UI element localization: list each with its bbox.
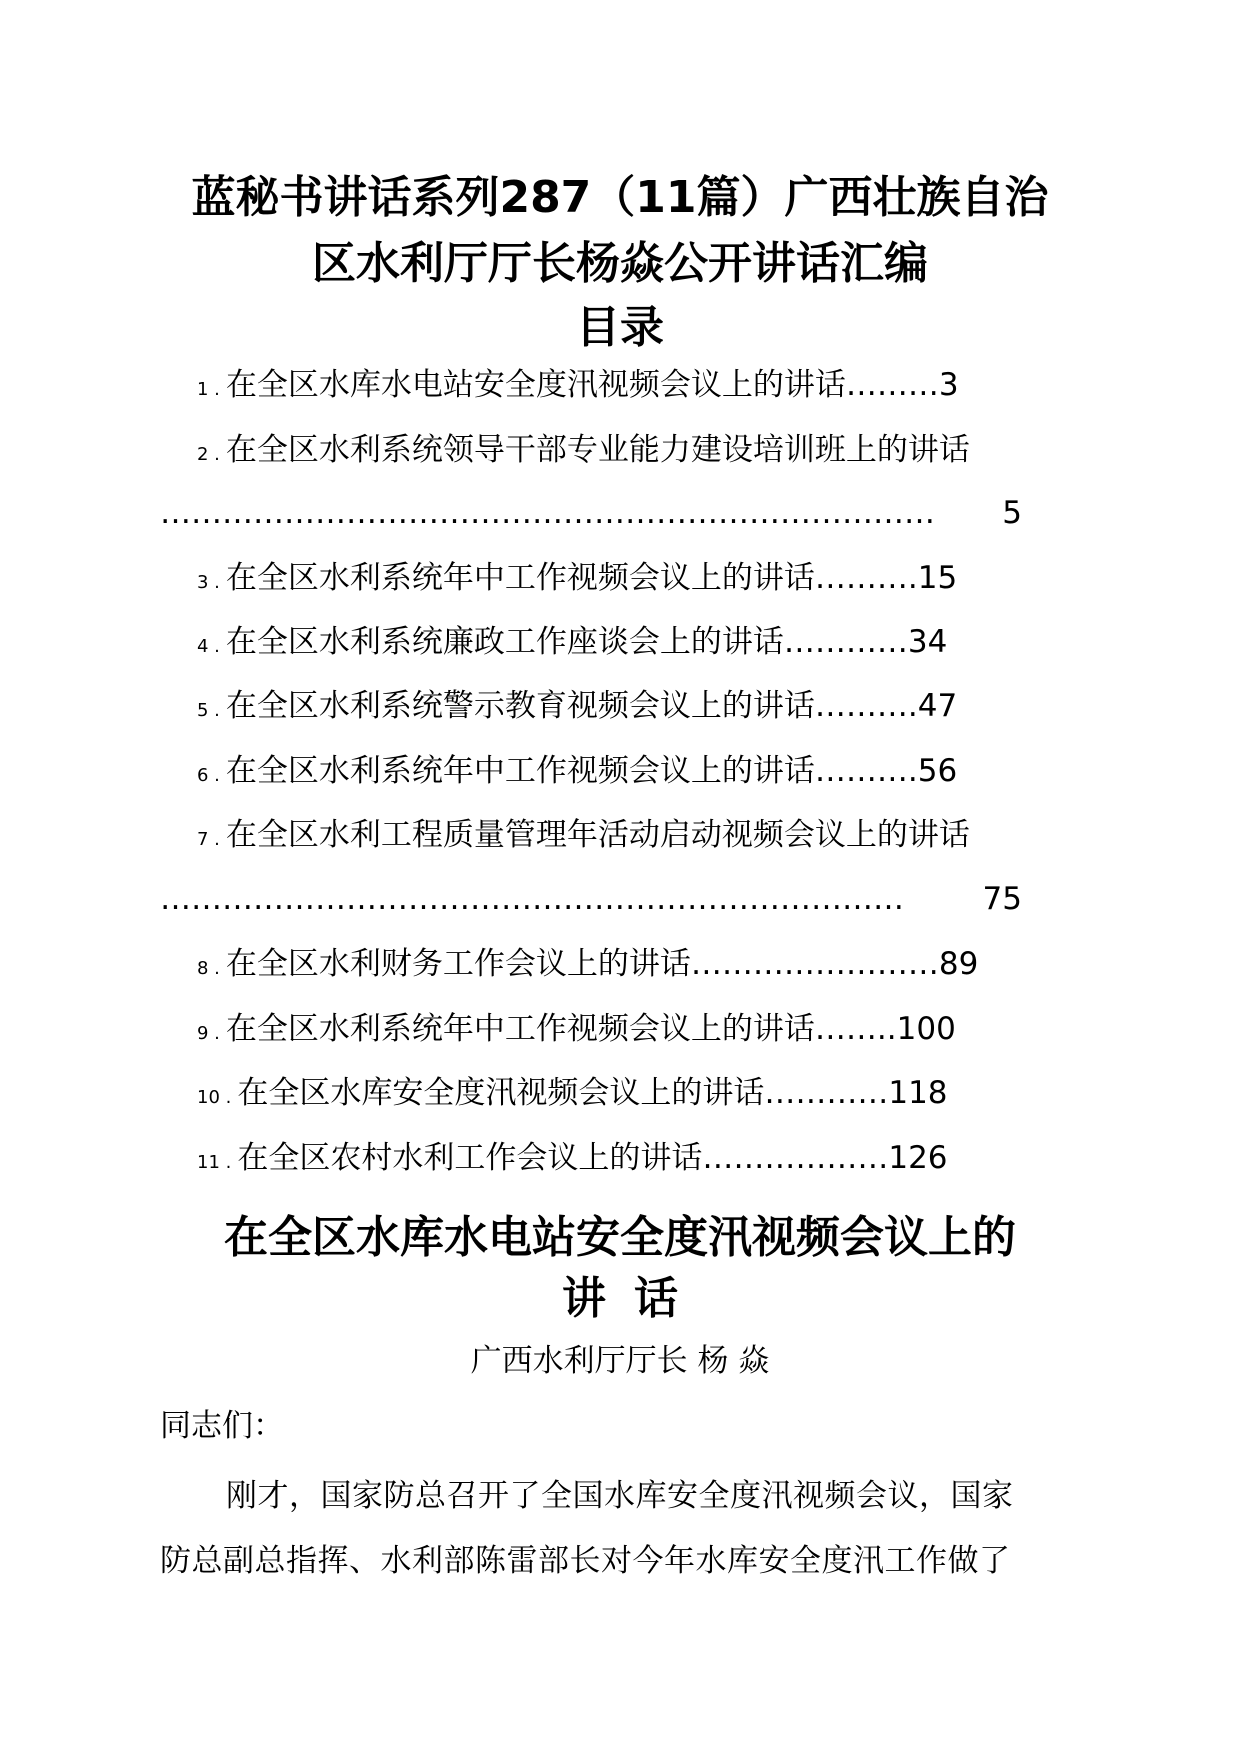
- toc-entry-number: 9 .: [197, 1023, 220, 1044]
- toc-entry-title: 在全区农村水利工作会议上的讲话: [237, 1140, 703, 1176]
- toc-entry-title: 在全区水利系统年中工作视频会议上的讲话: [225, 560, 815, 596]
- toc-entry-leader: …………: [783, 624, 908, 660]
- toc-entry-title: 在全区水利系统领导干部专业能力建设培训班上的讲话: [225, 432, 970, 468]
- salutation: 同志们：: [160, 1408, 284, 1444]
- toc-entry-leader: ……………………: [690, 946, 939, 982]
- toc-entry[interactable]: [0, 749, 1240, 793]
- toc-entry-number: 6 .: [197, 765, 220, 786]
- toc-entry-page: 47: [917, 688, 958, 724]
- toc-entry[interactable]: [0, 1071, 1240, 1115]
- toc-heading: 目录: [576, 302, 664, 353]
- document-title-line2: 区水利厅厅长杨焱公开讲话汇编: [312, 238, 928, 289]
- toc-entry-number: 1 .: [197, 379, 220, 400]
- section-author: 广西水利厅厅长 杨 焱: [470, 1343, 770, 1379]
- toc-entry[interactable]: [0, 620, 1240, 664]
- section-title-line1: 在全区水库水电站安全度汛视频会议上的: [224, 1212, 1016, 1263]
- toc-entry-leader: ………………: [702, 1140, 889, 1176]
- toc-entry-leader: ………………………………………………………………: [160, 881, 904, 917]
- toc-entry-page: 5: [1002, 495, 1022, 531]
- toc-entry-number: 5 .: [197, 700, 220, 721]
- toc-entry-leader: …………: [764, 1075, 889, 1111]
- toc-entry-title: 在全区水库安全度汛视频会议上的讲话: [237, 1075, 765, 1111]
- toc-entry-number: 2 .: [197, 444, 220, 465]
- toc-entry-title: 在全区水利系统廉政工作座谈会上的讲话: [225, 624, 784, 660]
- toc-entry[interactable]: [0, 556, 1240, 600]
- toc-entry[interactable]: [0, 363, 1240, 407]
- toc-entry[interactable]: [0, 942, 1240, 986]
- toc-entry-page: 3: [938, 367, 959, 403]
- toc-entry-title: 在全区水库水电站安全度汛视频会议上的讲话: [225, 367, 846, 403]
- toc-entry[interactable]: [0, 1007, 1240, 1051]
- body-paragraph-line: 防总副总指挥、水利部陈雷部长对今年水库安全度汛工作做了: [160, 1543, 1011, 1579]
- toc-entry-number: 11 .: [197, 1152, 232, 1173]
- body-paragraph-line: 刚才，国家防总召开了全国水库安全度汛视频会议，国家: [226, 1478, 1014, 1514]
- toc-entry-page: 118: [888, 1075, 948, 1111]
- toc-entry-page: 15: [917, 560, 958, 596]
- toc-entry-leader: ……..: [814, 1011, 897, 1047]
- toc-entry-page: 126: [888, 1140, 948, 1176]
- toc-entry-number: 8 .: [197, 958, 220, 979]
- toc-entry-leader: ……….: [814, 753, 918, 789]
- toc-entry-page: 75: [982, 881, 1022, 917]
- toc-entry-title: 在全区水利系统警示教育视频会议上的讲话: [225, 688, 815, 724]
- toc-entry[interactable]: [0, 813, 1240, 857]
- toc-entry-title: 在全区水利财务工作会议上的讲话: [225, 946, 691, 982]
- section-title-line2: 讲话: [562, 1273, 706, 1324]
- toc-entry-number: 7 .: [197, 829, 220, 850]
- toc-entry-leader: ………: [845, 367, 939, 403]
- toc-entry[interactable]: [0, 1136, 1240, 1180]
- toc-entry-leader: …………………………………………………………………: [160, 495, 935, 531]
- toc-entry-continuation[interactable]: [0, 877, 1240, 921]
- toc-entry-page: 89: [938, 946, 979, 982]
- toc-entry-continuation[interactable]: [0, 491, 1240, 535]
- document-title-line1: 蓝秘书讲话系列287（11篇）广西壮族自治: [191, 172, 1049, 223]
- toc-entry-number: 10 .: [197, 1087, 232, 1108]
- toc-entry-leader: ……….: [814, 560, 918, 596]
- toc-entry-title: 在全区水利系统年中工作视频会议上的讲话: [225, 753, 815, 789]
- toc-entry-page: 34: [907, 624, 948, 660]
- toc-entry-title: 在全区水利系统年中工作视频会议上的讲话: [225, 1011, 815, 1047]
- toc-entry-title: 在全区水利工程质量管理年活动启动视频会议上的讲话: [225, 817, 970, 853]
- toc-entry-number: 3 .: [197, 572, 220, 593]
- toc-entry[interactable]: [0, 684, 1240, 728]
- toc-entry[interactable]: [0, 428, 1240, 472]
- toc-entry-leader: ……….: [814, 688, 918, 724]
- toc-entry-page: 100: [896, 1011, 956, 1047]
- toc-entry-page: 56: [917, 753, 958, 789]
- toc-entry-number: 4 .: [197, 636, 220, 657]
